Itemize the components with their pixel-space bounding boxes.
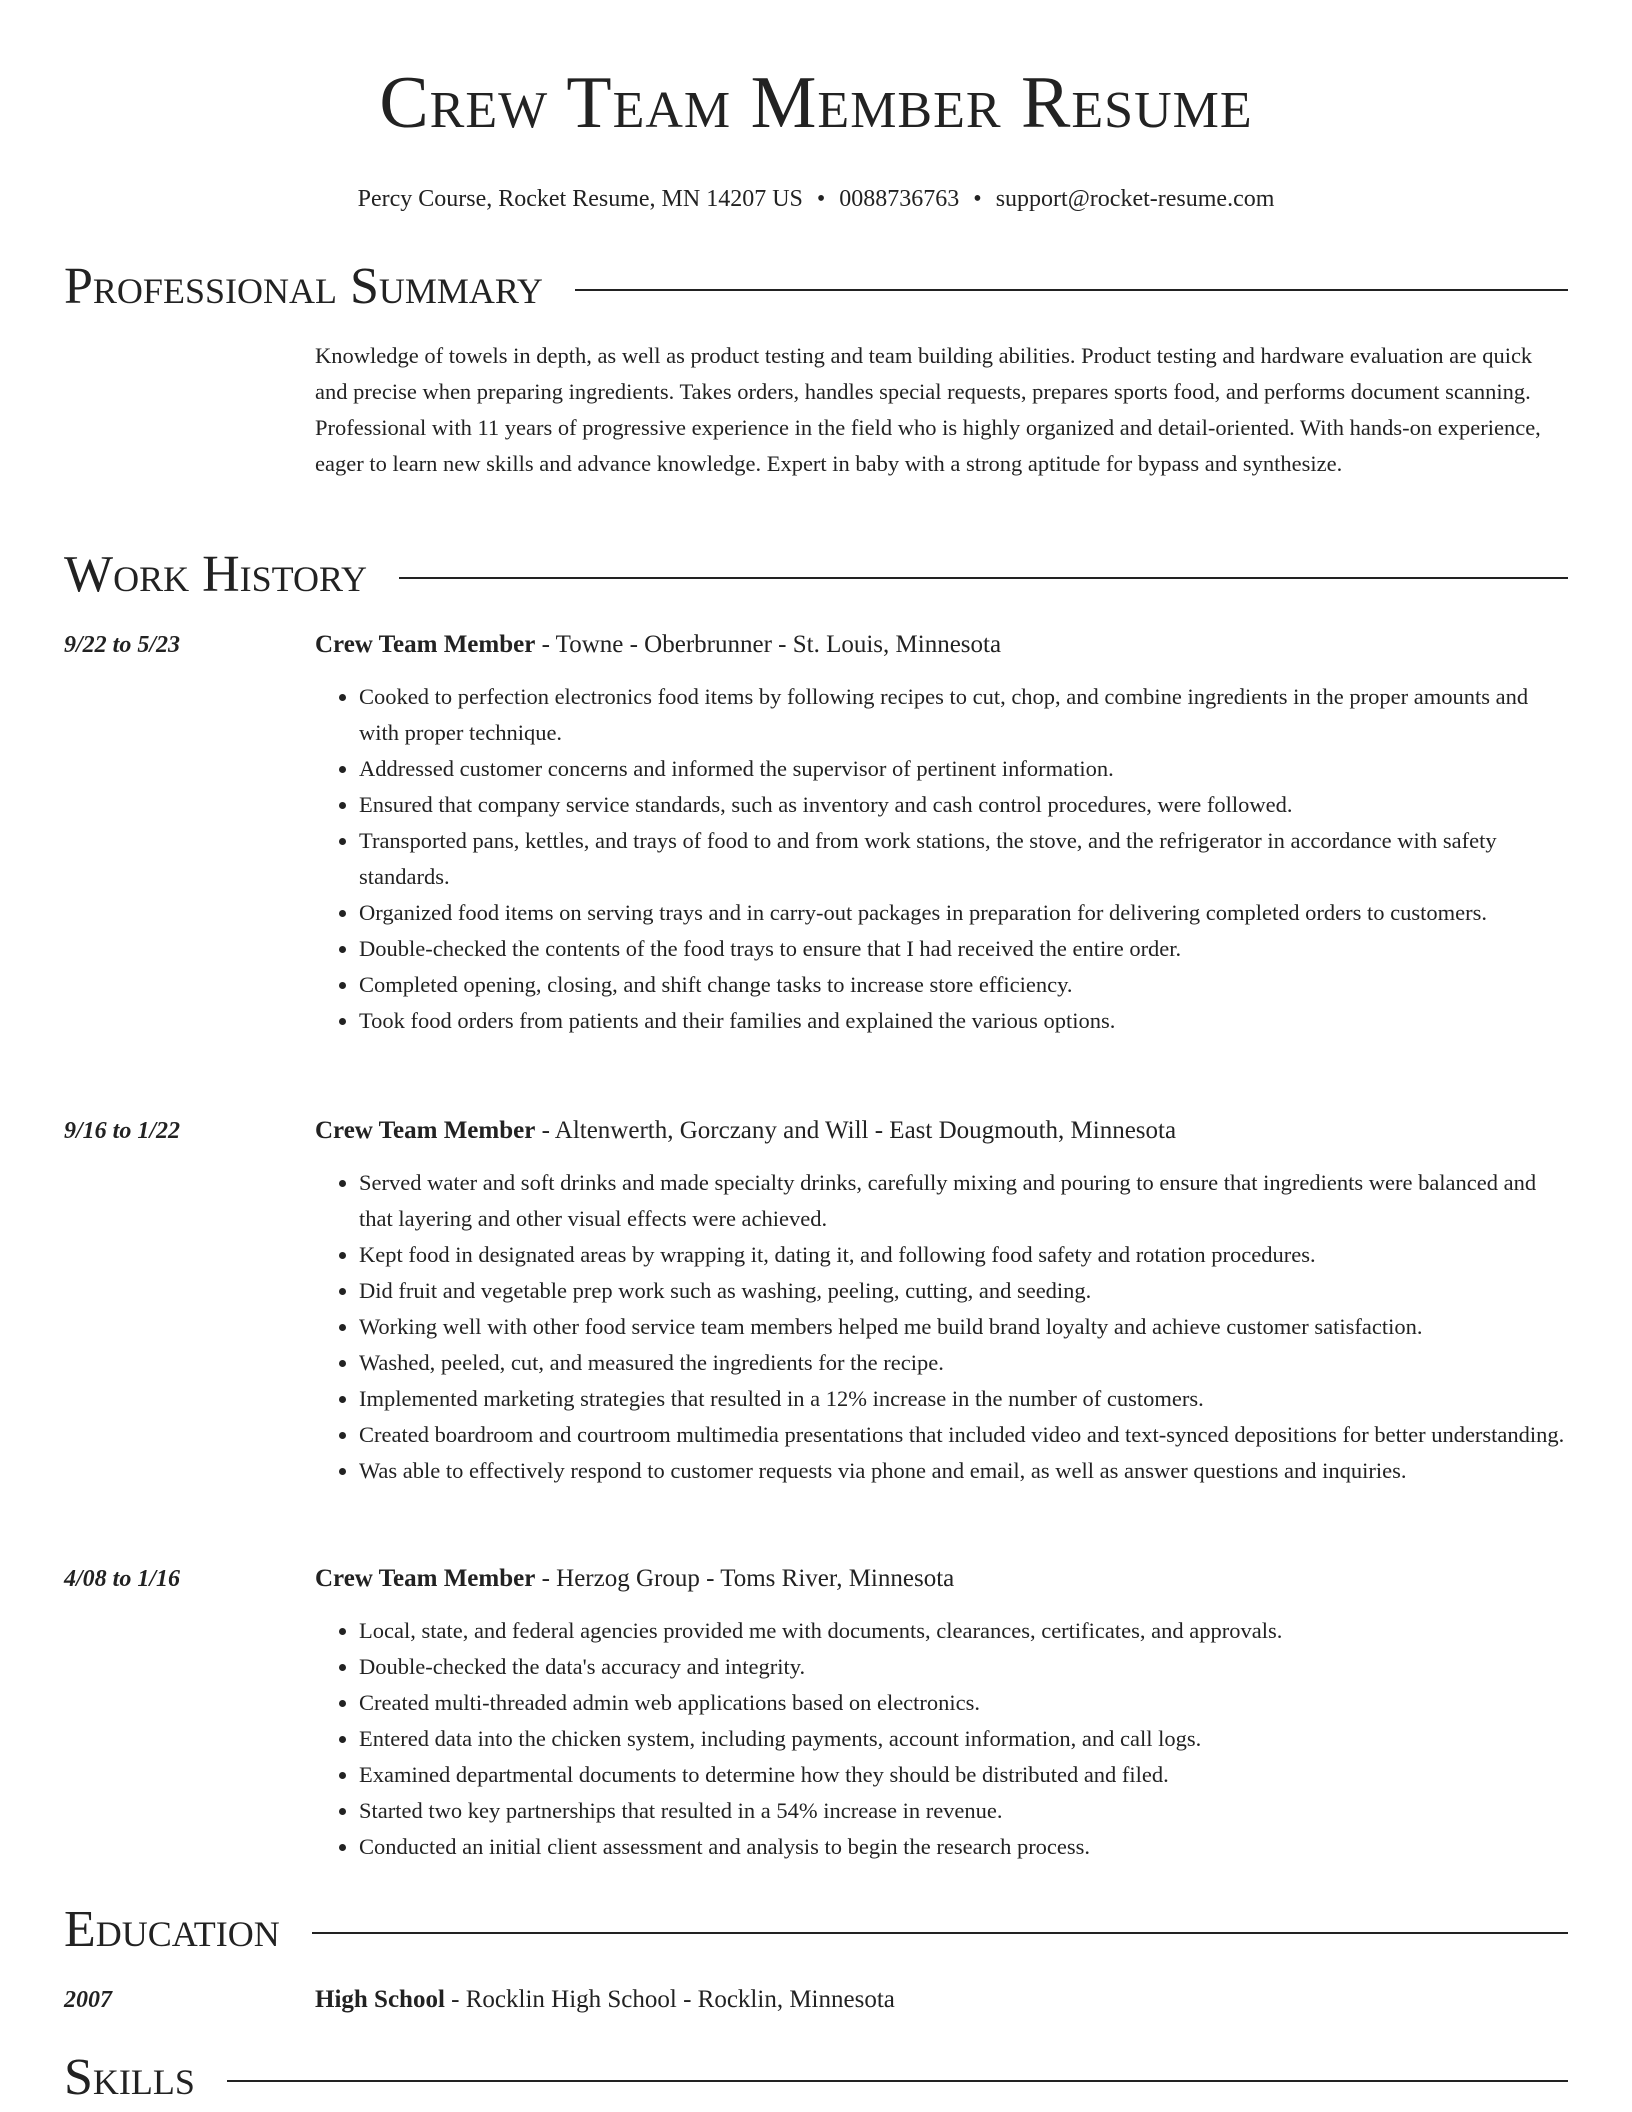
list-item: • Kept food in designated areas by wrapping it, dating it, and following food safety and rotation procedures. — [359, 1237, 1568, 1273]
section-divider — [227, 2080, 1568, 2082]
list-item: • Entered data into the chicken system, including payments, account information, and call logs. — [359, 1721, 1568, 1757]
list-item: • Local, state, and federal agencies provided me with documents, clearances, certificates, and approvals. — [359, 1613, 1568, 1649]
list-item: • Started two key partnerships that resulted in a 54% increase in revenue. — [359, 1793, 1568, 1829]
section-education — [64, 1900, 1568, 1960]
job-dates: 4/08 to 1/16 — [64, 1566, 181, 1592]
list-item: • Organized food items on serving trays and in carry-out packages in preparation for delivering completed orders to customers. — [359, 895, 1568, 931]
section-work-history — [64, 545, 1568, 605]
job-heading — [315, 628, 1001, 662]
list-item: • Cooked to perfection electronics food items by following recipes to cut, chop, and combine ingredients in the proper amounts and with proper technique. — [359, 679, 1568, 751]
contact-line — [0, 184, 1632, 214]
list-item: • Examined departmental documents to determine how they should be distributed and filed. — [359, 1757, 1568, 1793]
summary-text: Knowledge of towels in depth, as well as product testing and team building abilities. Product testing and hardware evaluation are quick and precise when preparing ingredients. Takes orders, handles special requests, prepares sports food, and performs document scanning. Professional with 11 years of progressive experience in the field who is highly organized and detail-oriented. With hands-on experience, eager to learn new skills and advance knowledge. Expert in baby with a strong aptitude for bypass and synthesize. — [315, 343, 1541, 476]
job-details: - Herzog Group - Toms River, Minnesota — [535, 1565, 955, 1592]
job-details: - Towne - Oberbrunner - St. Louis, Minnesota — [535, 631, 1002, 658]
education-heading — [315, 1983, 895, 2017]
list-item: • Took food orders from patients and their families and explained the various options. — [359, 1003, 1568, 1039]
list-item: • Created boardroom and courtroom multimedia presentations that included video and text-synced depositions for better understanding. — [359, 1417, 1568, 1453]
list-item: • Washed, peeled, cut, and measured the ingredients for the recipe. — [359, 1345, 1568, 1381]
job-bullets — [315, 1613, 1568, 1865]
list-item: • Conducted an initial client assessment and analysis to begin the research process. — [359, 1829, 1568, 1865]
list-item: • Did fruit and vegetable prep work such as washing, peeling, cutting, and seeding. — [359, 1273, 1568, 1309]
section-skills — [64, 2048, 1568, 2108]
list-item: • Was able to effectively respond to customer requests via phone and email, as well as answer questions and inquiries. — [359, 1453, 1568, 1489]
job-dates: 9/22 to 5/23 — [64, 632, 181, 658]
section-title: Education — [64, 1901, 280, 1958]
job-title: Crew Team Member — [315, 1565, 536, 1592]
list-item: • Served water and soft drinks and made specialty drinks, carefully mixing and pouring to ensure that ingredients were balanced and that layering and other visual effects were achieved. — [359, 1165, 1568, 1237]
list-item: • Working well with other food service team members helped me build brand loyalty and achieve customer satisfaction. — [359, 1309, 1568, 1345]
section-title: Professional Summary — [64, 258, 543, 315]
education-details: - Rocklin High School - Rocklin, Minnesota — [444, 1986, 895, 2013]
job-bullets — [315, 1165, 1568, 1489]
contact-separator: • — [816, 186, 826, 212]
job-dates: 9/16 to 1/22 — [64, 1118, 181, 1144]
education-degree: High School — [315, 1986, 445, 2013]
list-item: • Double-checked the contents of the food trays to ensure that I had received the entire order. — [359, 931, 1568, 967]
section-title: Work History — [64, 546, 368, 603]
section-divider — [399, 577, 1568, 579]
contact-phone: 0088736763 — [839, 186, 960, 212]
job-title: Crew Team Member — [315, 631, 536, 658]
contact-address: Percy Course, Rocket Resume, MN 14207 US — [357, 186, 803, 212]
job-heading — [315, 1562, 954, 1596]
list-item: • Ensured that company service standards, such as inventory and cash control procedures, were followed. — [359, 787, 1568, 823]
job-heading — [315, 1114, 1176, 1148]
section-divider — [575, 289, 1568, 291]
section-divider — [312, 1932, 1568, 1934]
list-item: • Completed opening, closing, and shift change tasks to increase store efficiency. — [359, 967, 1568, 1003]
job-title: Crew Team Member — [315, 1117, 536, 1144]
contact-separator: • — [973, 186, 982, 212]
resume-title: Crew Team Member Resume — [379, 62, 1253, 144]
list-item: • Addressed customer concerns and informed the supervisor of pertinent information. — [359, 751, 1568, 787]
job-details: - Altenwerth, Gorczany and Will - East Dougmouth, Minnesota — [535, 1117, 1177, 1144]
list-item: • Created multi-threaded admin web applications based on electronics. — [359, 1685, 1568, 1721]
list-item: • Implemented marketing strategies that resulted in a 12% increase in the number of customers. — [359, 1381, 1568, 1417]
contact-email: support@rocket-resume.com — [995, 186, 1275, 212]
list-item: • Double-checked the data's accuracy and integrity. — [359, 1649, 1568, 1685]
list-item: • Transported pans, kettles, and trays of food to and from work stations, the stove, and the refrigerator in accordance with safety standards. — [359, 823, 1568, 895]
section-title: Skills — [64, 2049, 195, 2106]
education-year: 2007 — [64, 1987, 112, 2013]
job-bullets — [315, 679, 1568, 1039]
section-professional-summary — [64, 257, 1568, 317]
